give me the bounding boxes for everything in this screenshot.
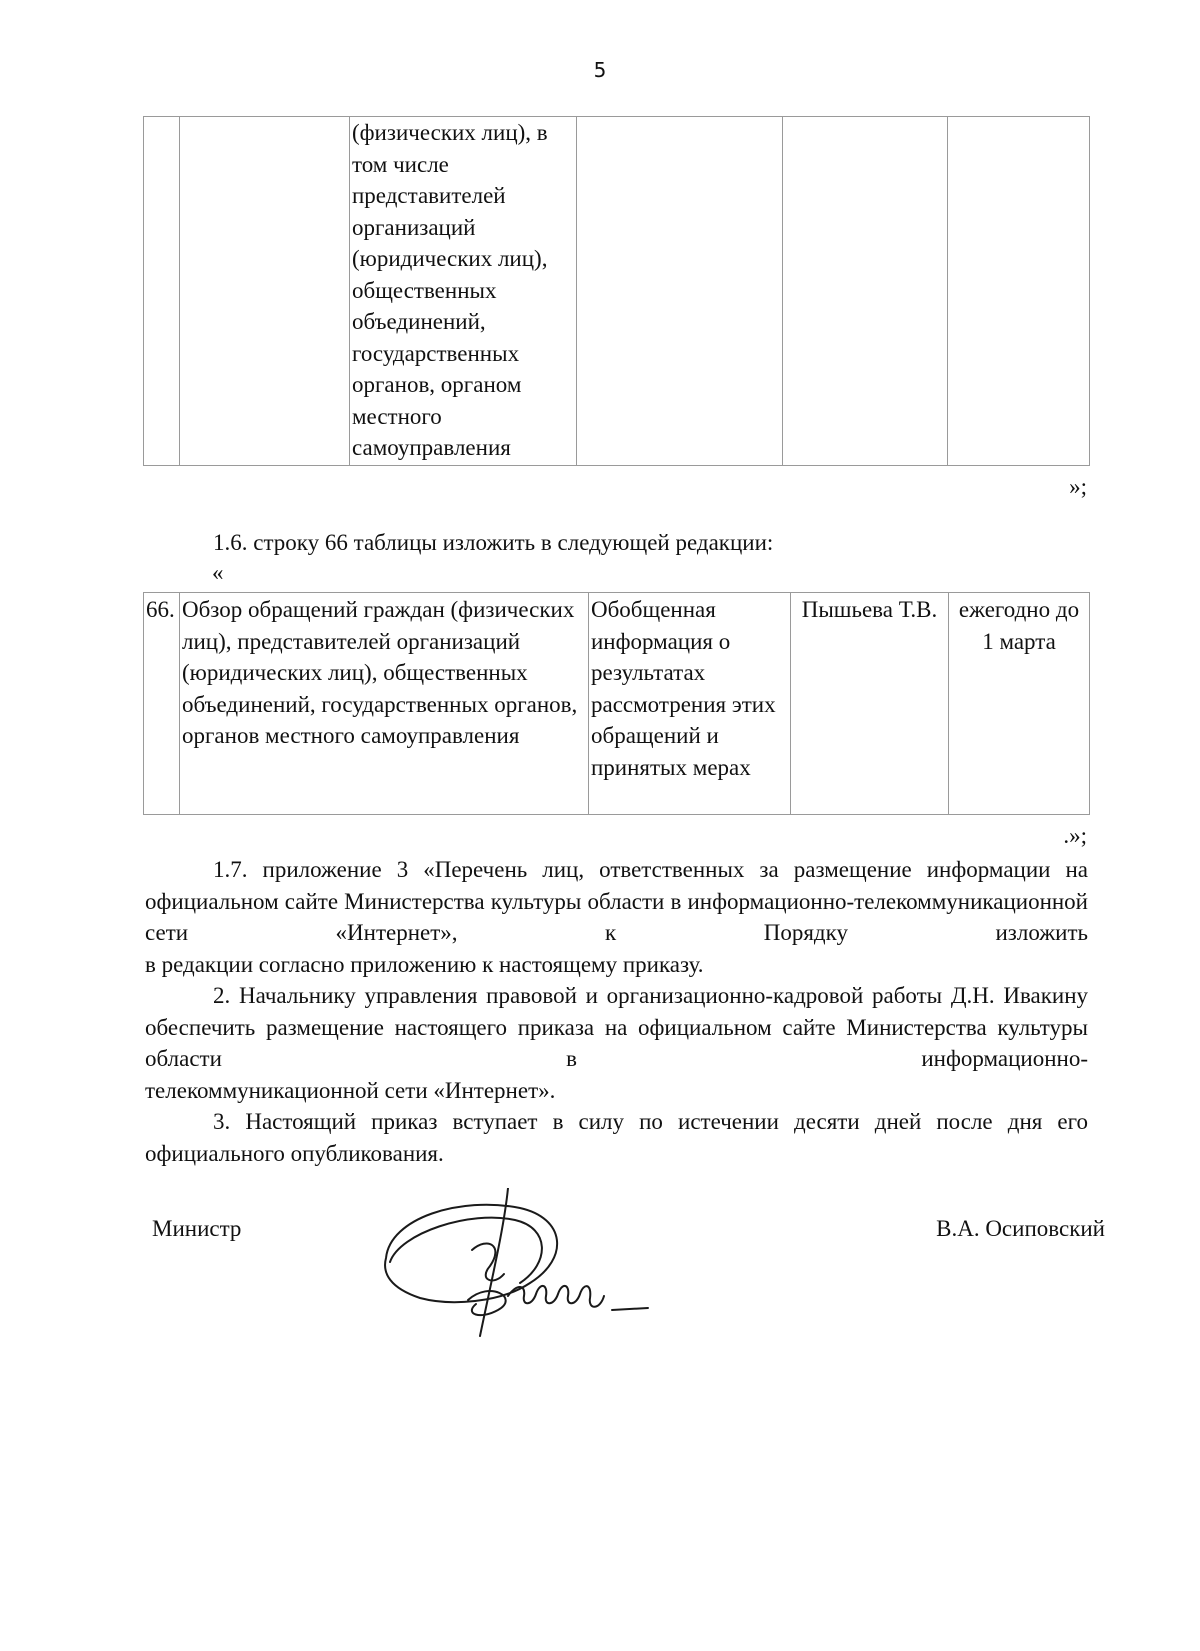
- paragraph-1-7: 1.7. приложение 3 «Перечень лиц, ответственных за размещение информации на официальном сайте Министерства культуры области в информационно-телекоммуникационной сети «Интернет», к Порядку изложить: [145, 857, 1088, 945]
- table-cell-number: [144, 117, 180, 466]
- previous-table-continuation: [143, 116, 1090, 466]
- signer-position: Министр: [152, 1216, 242, 1241]
- paragraph-1-6: 1.6. строку 66 таблицы изложить в следующей редакции:: [213, 530, 774, 555]
- signer-name: В.А. Осиповский: [936, 1216, 1105, 1241]
- closing-quote: .»;: [1063, 823, 1087, 848]
- table-cell-name: [180, 117, 350, 466]
- paragraph-2-end: телекоммуникационной сети «Интернет».: [145, 1078, 556, 1103]
- row-number: 66.: [144, 593, 180, 815]
- table-cell-deadline: [948, 117, 1090, 466]
- table-row: [144, 117, 1090, 466]
- row-deadline: ежегодно до 1 марта: [949, 593, 1090, 815]
- paragraph-1-7-end: в редакции согласно приложению к настоящему приказу.: [145, 952, 704, 977]
- row-content: Обобщенная информация о результатах рассмотрения этих обращений и принятых мерах: [589, 593, 791, 815]
- table-cell-content: [577, 117, 783, 466]
- table-cell-text: (физических лиц), в том числе представителей организаций (юридических лиц), общественных объединений, государственных органов, органом местного самоуправления: [350, 117, 577, 466]
- page-number: 5: [593, 58, 607, 82]
- row-66-table: [143, 592, 1090, 815]
- paragraph-2: 2. Начальнику управления правовой и организационно-кадровой работы Д.Н. Ивакину обеспечить размещение настоящего приказа на официальном сайте Министерства культуры области в информационно-: [145, 983, 1088, 1071]
- row-responsible: Пышьева Т.В.: [791, 593, 949, 815]
- row-name: Обзор обращений граждан (физических лиц), представителей организаций (юридических лиц), общественных объединений, государственных органов, органов местного самоуправления: [180, 593, 589, 815]
- paragraph-3: 3. Настоящий приказ вступает в силу по истечении десяти дней после дня его официального опубликования.: [145, 1109, 1088, 1166]
- opening-quote: «: [212, 560, 224, 585]
- handwritten-signature: [380, 1188, 670, 1338]
- table-row: [144, 593, 1090, 815]
- closing-quote: »;: [1069, 474, 1087, 499]
- table-cell-responsible: [783, 117, 948, 466]
